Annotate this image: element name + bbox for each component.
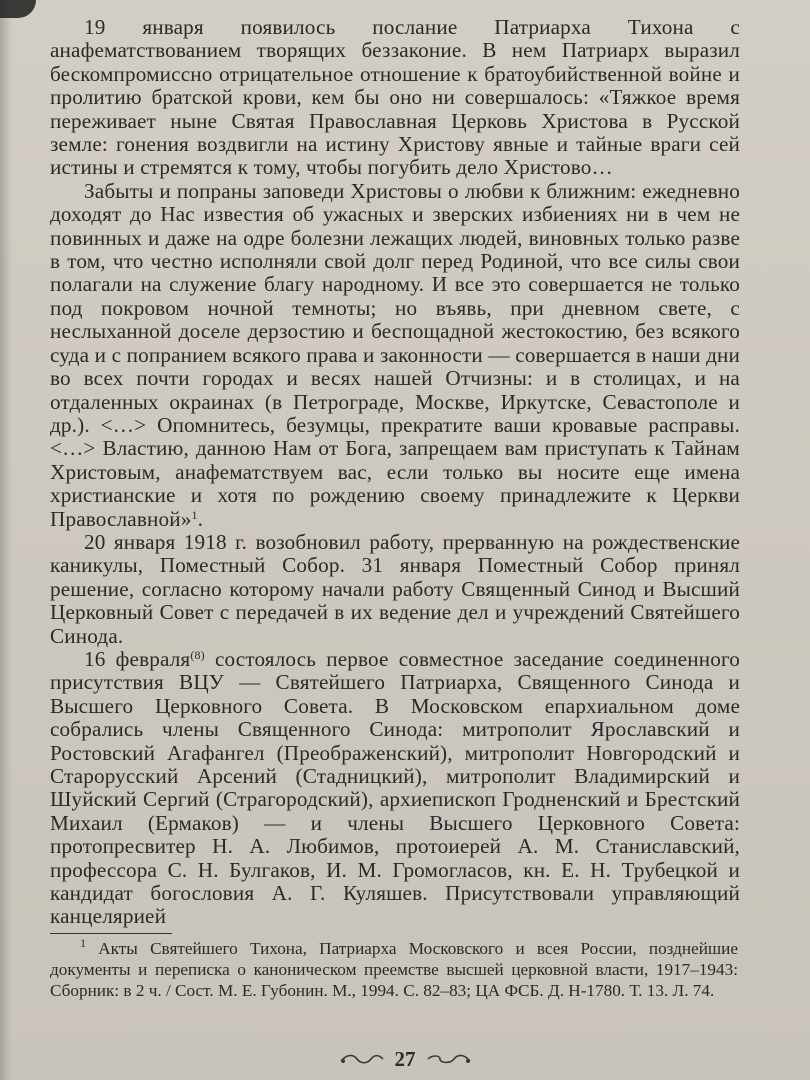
footnote-divider — [50, 933, 172, 934]
footnote — [50, 938, 738, 1001]
page-corner — [0, 0, 36, 18]
paragraph-4 — [50, 648, 740, 929]
main-text — [50, 16, 740, 929]
left-flourish-icon — [339, 1052, 385, 1066]
paragraph-2-text: Забыты и попраны заповеди Христовы о любви к ближним: ежедневно доходят до Нас известия об ужасных и зверских избиениях ни в чем не повинных и даже на одре болезни лежащих людей, виновных только разве в том, что честно исполняли свой долг перед Родиной, что все силы свои полагали на служение благу народному. И все это совершается не только под покровом ночной темноты; но въявь, при дневном свете, с неслыханной доселе дерзостию и беспощадной жестокостию, без всякого суда и с попранием всякого права и законности — совершается в наши дни во всех почти городах и весях нашей Отчизны: и в столицах, и на отдаленных окраинах (в Петрограде, Москве, Иркутске, Севастополе и др.). <…> Опомнитесь, безумцы, прекратите ваши кровавые расправы. <…> Властию, данною Нам от Бога, запрещаем вам приступать к Тайнам Христовым, анафематствуем вас, если только вы носите еще имена христианские и хотя по рождению своему принадлежите к Церкви Православной» — [50, 178, 740, 531]
paragraph-4-date: 16 февраля — [84, 646, 191, 671]
footnote-text: Акты Святейшего Тихона, Патриарха Московского и всея России, позднейшие документы и переписка о каноническом преемстве высшей церковной власти, 1917–1943: Сборник: в 2 ч. / Сост. М. Е. Губонин. М., 1994. С. 82–83; ЦА ФСБ. Д. Н-1780. Т. 13. Л. 74. — [50, 939, 738, 1000]
footnote-reference[interactable]: 1 — [191, 507, 198, 522]
page-number: 27 — [394, 1046, 416, 1071]
paragraph-2: Забыты и попраны заповеди Христовы о любви к ближним: ежедневно доходят до Нас известия об ужасных и зверских избиениях ни в чем не повинных и даже на одре болезни лежащих людей, виновных только разве в том, что честно исполняли свой долг перед Родиной, что все силы свои полагали на служение благу народному. И все это совершается не только под покровом ночной темноты; но въявь, при дневном свете, с неслыханной доселе дерзостию и беспощадной жестокостию, без всякого суда и с попранием всякого права и законности — совершается в наши дни во всех почти городах и весях нашей Отчизны: и в столицах, и на отдаленных окраинах (в Петрограде, Москве, Иркутске, Севастополе и др.). <…> Опомнитесь, безумцы, прекратите ваши кровавые расправы. <…> Властию, данною Нам от Бога, запрещаем вам приступать к Тайнам Христовым, анафематствуем вас, если только вы носите еще имена христианские и хотя по рождению своему принадлежите к Церкви Православной»$^1$. — [50, 178, 740, 531]
right-flourish-icon — [426, 1052, 472, 1066]
paragraph-1: 19 января появилось послание Патриарха Тихона с анафематствованием творящих беззаконие. В нем Патриарх выразил бескомпромиссно отрицательное отношение к братоубийственной войне и пролитию братской крови, кем бы оно ни совершалось: «Тяжкое время переживает ныне Святая Православная Церковь Христова в Русской земле: гонения воздвигли на истину Христову явные и тайные враги сей истины и стремятся к тому, чтобы погубить дело Христово… — [50, 15, 740, 180]
page-footer — [0, 1046, 810, 1072]
paragraph-3: 20 января 1918 г. возобновил работу, прерванную на рождественские каникулы, Поместный Собор. 31 января Поместный Собор принял решение, согласно которому начали работу Священный Синод и Высший Церковный Совет с передачей в их ведение дел и учреждений Святейшего Синода. — [50, 529, 740, 648]
endnote-reference[interactable]: (8) — [190, 647, 205, 662]
page-gutter-shadow — [0, 0, 12, 1080]
footnote-marker: 1 — [80, 936, 86, 950]
paragraph-4-text: состоялось первое совместное заседание соединенного присутствия ВЦУ — Святейшего Патриарха, Священного Синода и Высшего Церковного Совета. В Московском епархиальном доме собрались члены Священного Синода: митрополит Ярославский и Ростовский Агафангел (Преображенский), митрополит Новгородский и Старорусский Арсений (Стадницкий), митрополит Владимирский и Шуйский Сергий (Страгородский), архиепископ Гродненский и Брестский Михаил (Ермаков) — и члены Высшего Церковного Совета: протопресвитер Н. А. Любимов, протоиерей А. М. Станиславский, профессора С. Н. Булгаков, И. М. Громогласов, кн. Е. Н. Трубецкой и кандидат богословия А. Г. Куляшев. Присутствовали управляющий канцелярией — [50, 646, 741, 929]
